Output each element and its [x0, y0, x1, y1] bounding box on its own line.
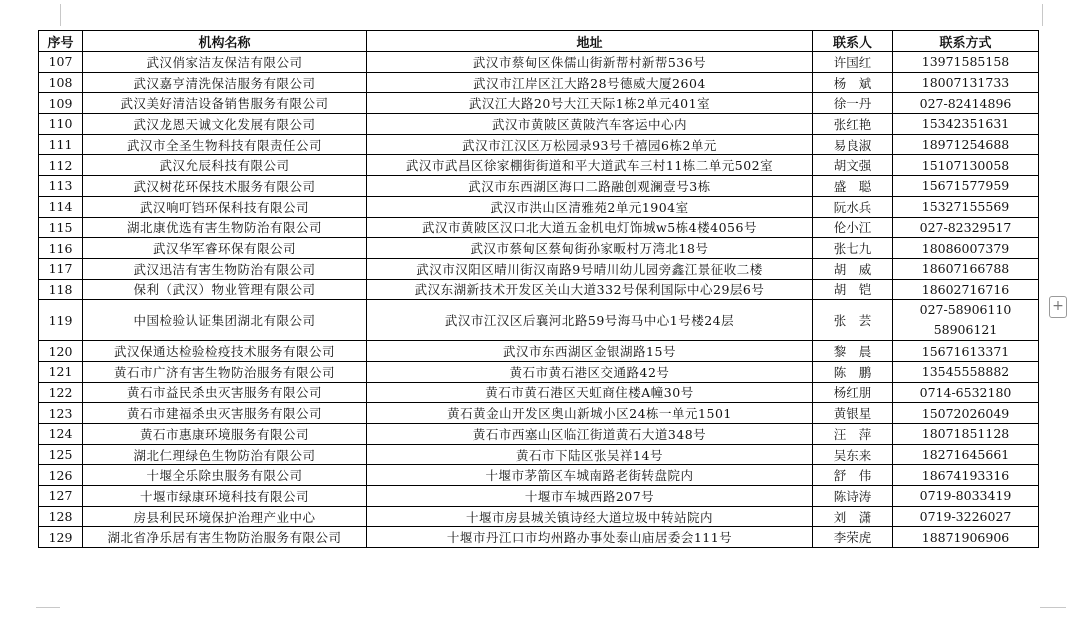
table-row: [39, 238, 1039, 259]
cell-name: 武汉华军睿环保有限公司: [83, 238, 367, 259]
cell-contact: 杨 斌: [813, 72, 893, 93]
cell-contact: 张七九: [813, 238, 893, 259]
cell-name: 武汉树花环保技术服务有限公司: [83, 176, 367, 197]
cell-contact: 张 芸: [813, 300, 893, 341]
header-address: 地址: [367, 31, 813, 52]
cell-address: 武汉市江岸区江大路28号德威大厦2604: [367, 72, 813, 93]
cell-phone: [893, 300, 1039, 341]
page-corner-mark-bottom-left: [36, 607, 60, 608]
cell-name: 武汉响叮铛环保科技有限公司: [83, 196, 367, 217]
table-row: [39, 403, 1039, 424]
cell-phone: 18871906906: [893, 527, 1039, 548]
cell-phone: 18071851128: [893, 424, 1039, 445]
cell-phone: 0714-6532180: [893, 382, 1039, 403]
cell-phone: 13545558882: [893, 361, 1039, 382]
cell-contact: 胡文强: [813, 155, 893, 176]
cell-phone: 15327155569: [893, 196, 1039, 217]
cell-phone: 18602716716: [893, 279, 1039, 300]
cell-address: 黄石黄金山开发区奥山新城小区24栋一单元1501: [367, 403, 813, 424]
cell-address: 武汉市蔡甸区侏儒山街新帮村新帮536号: [367, 52, 813, 73]
cell-no: 123: [39, 403, 83, 424]
table-body: [39, 52, 1039, 548]
phone-line: 027-58906110: [919, 302, 1012, 318]
cell-name: 房县利民环境保护治理产业中心: [83, 506, 367, 527]
cell-no: 126: [39, 465, 83, 486]
cell-phone: 027-82329517: [893, 217, 1039, 238]
cell-contact: 黎 晨: [813, 341, 893, 362]
header-no: 序号: [39, 31, 83, 52]
table-header-row: [39, 31, 1039, 52]
cell-address: 十堰市车城西路207号: [367, 486, 813, 507]
cell-name: 武汉允辰科技有限公司: [83, 155, 367, 176]
table-row: [39, 486, 1039, 507]
cell-no: 127: [39, 486, 83, 507]
cell-name: 武汉市全圣生物科技有限责任公司: [83, 134, 367, 155]
organization-table: [38, 30, 1039, 548]
cell-phone: 027-82414896: [893, 93, 1039, 114]
cell-no: 110: [39, 114, 83, 135]
cell-contact: 刘 潇: [813, 506, 893, 527]
cell-contact: 阮水兵: [813, 196, 893, 217]
phone-line: 58906121: [933, 322, 998, 338]
table-row: [39, 217, 1039, 238]
cell-name: 十堰全乐除虫服务有限公司: [83, 465, 367, 486]
cell-address: 十堰市茅箭区车城南路老街转盘院内: [367, 465, 813, 486]
table-row: [39, 300, 1039, 341]
cell-no: 118: [39, 279, 83, 300]
cell-name: 武汉美好清洁设备销售服务有限公司: [83, 93, 367, 114]
cell-address: 武汉市武昌区徐家棚街街道和平大道武车三村11栋二单元502室: [367, 155, 813, 176]
cell-name: 湖北仁理绿色生物防治有限公司: [83, 444, 367, 465]
cell-no: 128: [39, 506, 83, 527]
add-row-button[interactable]: +: [1049, 296, 1067, 318]
cell-no: 114: [39, 196, 83, 217]
cell-no: 116: [39, 238, 83, 259]
cell-name: 武汉俏家洁友保洁有限公司: [83, 52, 367, 73]
table-row: [39, 52, 1039, 73]
cell-contact: 易良淑: [813, 134, 893, 155]
cell-contact: 李荣虎: [813, 527, 893, 548]
cell-contact: 张红艳: [813, 114, 893, 135]
cell-contact: 胡 威: [813, 258, 893, 279]
cell-no: 129: [39, 527, 83, 548]
cell-contact: 盛 聪: [813, 176, 893, 197]
table-row: [39, 465, 1039, 486]
cell-contact: 汪 萍: [813, 424, 893, 445]
cell-no: 115: [39, 217, 83, 238]
cell-name: 武汉嘉亨清洗保洁服务有限公司: [83, 72, 367, 93]
cell-contact: 陈 鹏: [813, 361, 893, 382]
table-row: [39, 444, 1039, 465]
cell-address: 武汉市洪山区清雅苑2单元1904室: [367, 196, 813, 217]
cell-address: 十堰市房县城关镇诗经大道垃圾中转站院内: [367, 506, 813, 527]
cell-phone: 0719-3226027: [893, 506, 1039, 527]
cell-no: 120: [39, 341, 83, 362]
cell-contact: 黄银星: [813, 403, 893, 424]
cell-phone: 15107130058: [893, 155, 1039, 176]
table-row: [39, 134, 1039, 155]
header-name: 机构名称: [83, 31, 367, 52]
header-contact: 联系人: [813, 31, 893, 52]
cell-address: 武汉市蔡甸区蔡甸街孙家畈村万湾北18号: [367, 238, 813, 259]
cell-address: 武汉市汉阳区晴川街汉南路9号晴川幼儿园旁鑫江景征收二楼: [367, 258, 813, 279]
cell-name: 黄石市益民杀虫灭害服务有限公司: [83, 382, 367, 403]
cell-contact: 胡 铠: [813, 279, 893, 300]
cell-name: 武汉龙恩天诚文化发展有限公司: [83, 114, 367, 135]
cell-name: 湖北康优选有害生物防治有限公司: [83, 217, 367, 238]
cell-address: 武汉江大路20号大江天际1栋2单元401室: [367, 93, 813, 114]
cell-contact: 伦小江: [813, 217, 893, 238]
cell-no: 111: [39, 134, 83, 155]
cell-address: 武汉市东西湖区海口二路融创观澜壹号3栋: [367, 176, 813, 197]
cell-contact: 杨红朋: [813, 382, 893, 403]
cell-name: 武汉保通达检验检疫技术服务有限公司: [83, 341, 367, 362]
cell-name: 黄石市建福杀虫灭害服务有限公司: [83, 403, 367, 424]
cell-contact: 吴东来: [813, 444, 893, 465]
cell-phone: 15342351631: [893, 114, 1039, 135]
cell-address: 十堰市丹江口市均州路办事处泰山庙居委会111号: [367, 527, 813, 548]
table-row: [39, 196, 1039, 217]
table-row: [39, 361, 1039, 382]
cell-address: 武汉东湖新技术开发区关山大道332号保利国际中心29层6号: [367, 279, 813, 300]
cell-address: 黄石市黄石港区交通路42号: [367, 361, 813, 382]
table-row: [39, 424, 1039, 445]
cell-phone: 18271645661: [893, 444, 1039, 465]
cell-name: 中国检验认证集团湖北有限公司: [83, 300, 367, 341]
cell-address: 黄石市西塞山区临江街道黄石大道348号: [367, 424, 813, 445]
cell-address: 武汉市黄陂区汉口北大道五金机电灯饰城w5栋4楼4056号: [367, 217, 813, 238]
cell-name: 黄石市惠康环境服务有限公司: [83, 424, 367, 445]
table-row: [39, 527, 1039, 548]
cell-name: 武汉迅洁有害生物防治有限公司: [83, 258, 367, 279]
cell-name: 十堰市绿康环境科技有限公司: [83, 486, 367, 507]
cell-contact: 舒 伟: [813, 465, 893, 486]
table-row: [39, 341, 1039, 362]
cell-no: 122: [39, 382, 83, 403]
cell-phone: 15671577959: [893, 176, 1039, 197]
cell-phone: 0719-8033419: [893, 486, 1039, 507]
cell-address: 武汉市江汉区万松园录93号千禧园6栋2单元: [367, 134, 813, 155]
cell-contact: 许国红: [813, 52, 893, 73]
cell-contact: 徐一丹: [813, 93, 893, 114]
cell-no: 112: [39, 155, 83, 176]
cell-phone: 15072026049: [893, 403, 1039, 424]
cell-no: 107: [39, 52, 83, 73]
cell-phone: 18607166788: [893, 258, 1039, 279]
page-corner-mark-top-left: [60, 4, 61, 26]
cell-phone: 18674193316: [893, 465, 1039, 486]
cell-no: 108: [39, 72, 83, 93]
cell-no: 125: [39, 444, 83, 465]
cell-phone: 15671613371: [893, 341, 1039, 362]
cell-phone: 18007131733: [893, 72, 1039, 93]
cell-address: 武汉市江汉区后襄河北路59号海马中心1号楼24层: [367, 300, 813, 341]
table-row: [39, 114, 1039, 135]
header-phone: 联系方式: [893, 31, 1039, 52]
table-row: [39, 382, 1039, 403]
table-row: [39, 506, 1039, 527]
table-row: [39, 258, 1039, 279]
cell-phone: 13971585158: [893, 52, 1039, 73]
page-corner-mark-top-right: [1042, 4, 1043, 26]
table-row: [39, 93, 1039, 114]
cell-no: 117: [39, 258, 83, 279]
cell-phone: 18971254688: [893, 134, 1039, 155]
cell-phone: 18086007379: [893, 238, 1039, 259]
cell-address: 武汉市东西湖区金银湖路15号: [367, 341, 813, 362]
cell-name: 黄石市广济有害生物防治服务有限公司: [83, 361, 367, 382]
cell-no: 119: [39, 300, 83, 341]
cell-no: 121: [39, 361, 83, 382]
table-row: [39, 155, 1039, 176]
page-corner-mark-bottom-right: [1040, 607, 1066, 608]
cell-address: 黄石市下陆区张吴祥14号: [367, 444, 813, 465]
cell-no: 113: [39, 176, 83, 197]
cell-address: 武汉市黄陂区黄陂汽车客运中心内: [367, 114, 813, 135]
cell-contact: 陈诗涛: [813, 486, 893, 507]
table-row: [39, 176, 1039, 197]
cell-no: 109: [39, 93, 83, 114]
table-row: [39, 279, 1039, 300]
table-row: [39, 72, 1039, 93]
cell-no: 124: [39, 424, 83, 445]
cell-name: 湖北省净乐居有害生物防治服务有限公司: [83, 527, 367, 548]
cell-address: 黄石市黄石港区天虹商住楼A幢30号: [367, 382, 813, 403]
cell-name: 保利（武汉）物业管理有限公司: [83, 279, 367, 300]
